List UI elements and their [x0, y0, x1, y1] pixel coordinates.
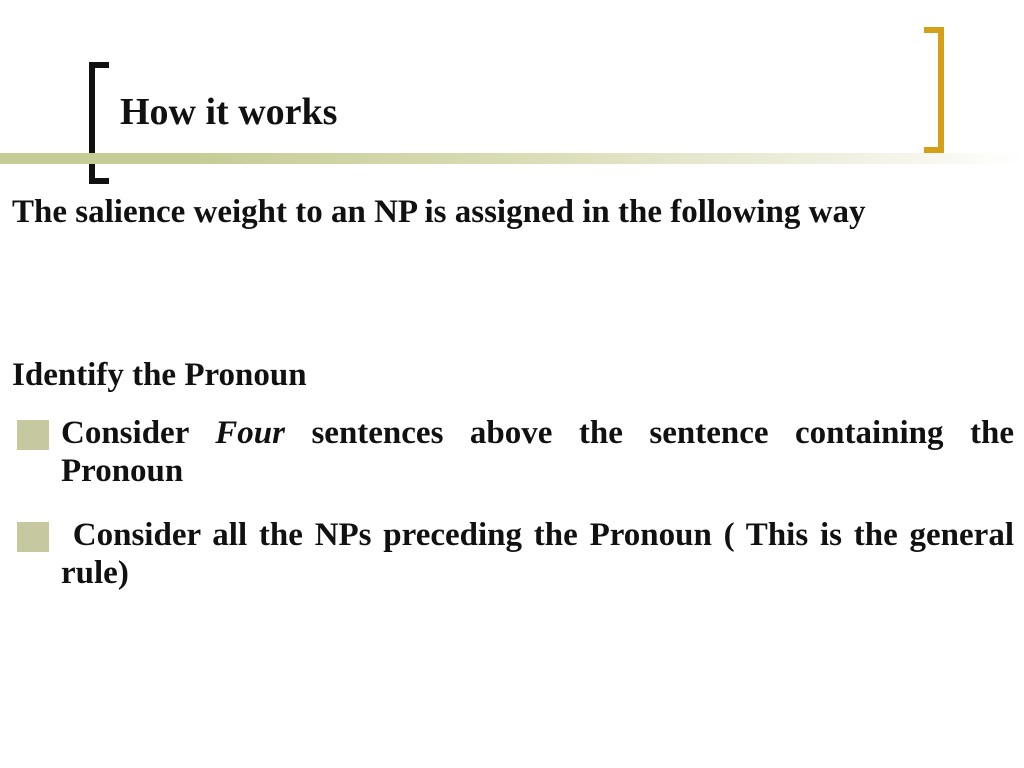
- square-bullet-icon: [17, 522, 49, 552]
- bullet-text-after: sentences above the sentence containing the Pronoun: [61, 415, 1015, 489]
- bullet-text-before: Consider: [61, 415, 216, 451]
- intro-paragraph: The salience weight to an NP is assigned in the following way: [12, 194, 866, 230]
- title-divider: [0, 153, 1024, 164]
- bullet-item-2: [12, 516, 1023, 592]
- slide-title: How it works: [120, 91, 338, 133]
- right-bracket-icon: [924, 27, 944, 153]
- bullet-item-1: [12, 414, 1014, 490]
- bullet-emphasis: Four: [215, 415, 285, 451]
- subheading: Identify the Pronoun: [12, 357, 307, 393]
- bullet-text: [61, 414, 1014, 490]
- square-bullet-icon: [17, 420, 49, 450]
- bullet-text: Consider all the NPs preceding the Pronoun ( This is the general rule): [61, 517, 1023, 591]
- left-bracket-icon: [89, 62, 109, 184]
